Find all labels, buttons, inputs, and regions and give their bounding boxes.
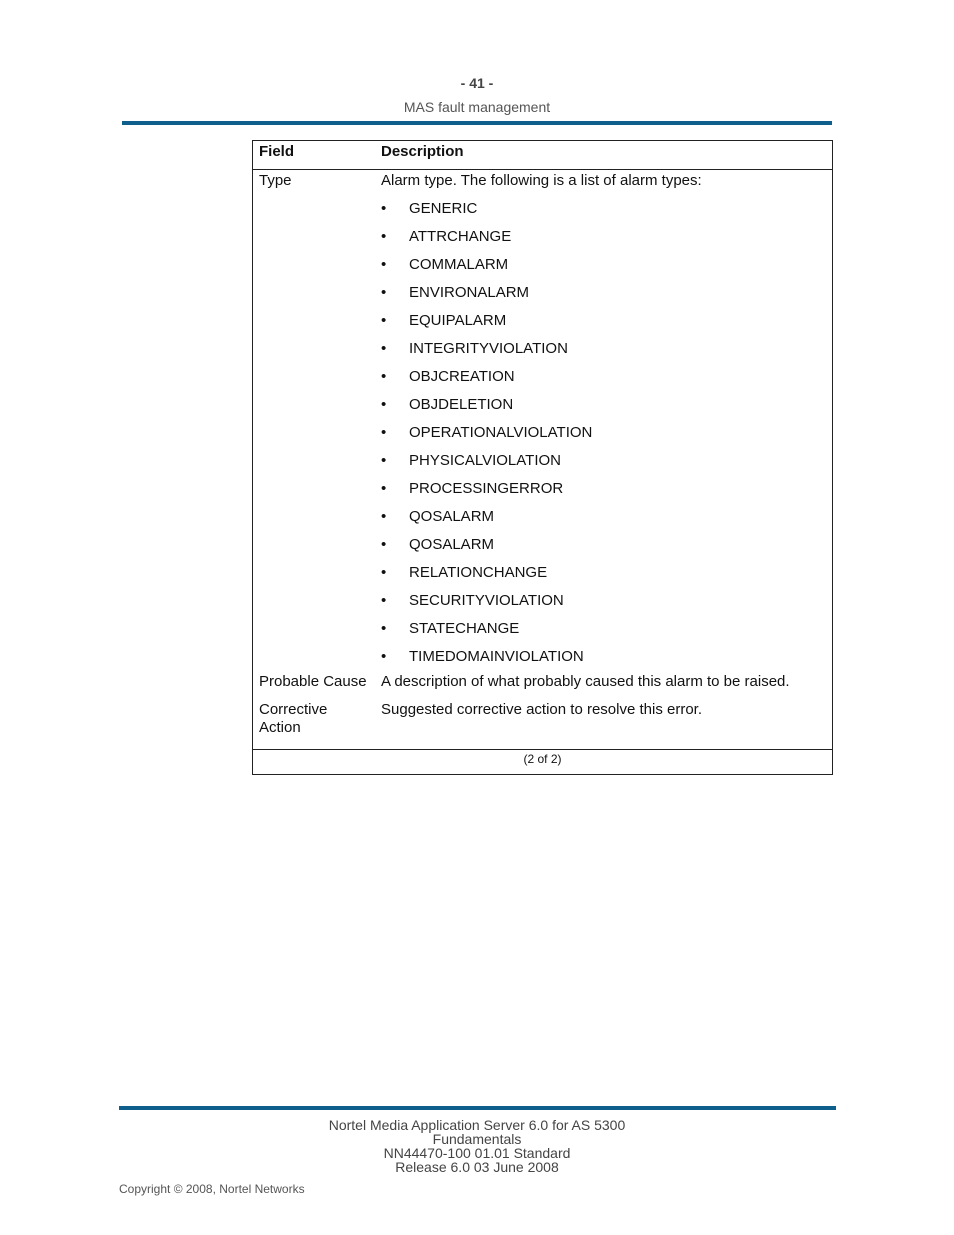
alarm-type-label: EQUIPALARM <box>409 312 507 329</box>
bullet-icon: • <box>381 452 387 469</box>
bullet-icon: • <box>381 620 387 637</box>
header-rule <box>122 121 832 125</box>
list-item <box>381 452 592 480</box>
alarm-type-label: QOSALARM <box>409 536 495 553</box>
list-item <box>381 256 592 284</box>
page-number: - 41 - <box>460 75 494 91</box>
footer-release: Release 6.0 03 June 2008 <box>395 1159 559 1175</box>
list-item <box>381 228 592 256</box>
alarm-type-label: TIMEDOMAINVIOLATION <box>409 648 584 665</box>
list-item <box>381 424 592 452</box>
list-item <box>381 536 592 564</box>
copyright: Copyright © 2008, Nortel Networks <box>119 1182 305 1196</box>
bullet-icon: • <box>381 200 387 217</box>
alarm-type-label: OPERATIONALVIOLATION <box>409 424 593 441</box>
list-item <box>381 200 592 228</box>
list-item <box>381 396 592 424</box>
alarm-type-label: QOSALARM <box>409 508 495 525</box>
footer-rule <box>119 1106 836 1110</box>
footer-doc-title: Fundamentals <box>432 1131 522 1147</box>
bullet-icon: • <box>381 396 387 413</box>
list-item <box>381 312 592 340</box>
bullet-icon: • <box>381 536 387 553</box>
list-item <box>381 620 592 648</box>
alarm-type-label: INTEGRITYVIOLATION <box>409 340 568 357</box>
alarm-type-label: OBJDELETION <box>409 396 514 413</box>
bullet-icon: • <box>381 648 387 665</box>
fault-field-table <box>252 140 833 775</box>
bullet-icon: • <box>381 284 387 301</box>
description-cell: A description of what probably caused this alarm to be raised. <box>381 673 790 690</box>
alarm-type-list <box>381 200 592 676</box>
table-row-type <box>253 170 832 670</box>
field-cell: Probable Cause <box>259 673 367 690</box>
bullet-icon: • <box>381 256 387 273</box>
footer-doc-number: NN44470-100 01.01 Standard <box>383 1145 571 1161</box>
field-cell-line: Action <box>259 719 301 736</box>
bullet-icon: • <box>381 508 387 525</box>
bullet-icon: • <box>381 340 387 357</box>
description-cell: Alarm type. The following is a list of alarm types: <box>381 172 702 189</box>
description-cell: Suggested corrective action to resolve this error. <box>381 701 702 718</box>
bullet-icon: • <box>381 592 387 609</box>
alarm-type-label: SECURITYVIOLATION <box>409 592 564 609</box>
bullet-icon: • <box>381 480 387 497</box>
list-item <box>381 592 592 620</box>
list-item <box>381 480 592 508</box>
bullet-icon: • <box>381 228 387 245</box>
alarm-type-label: ENVIRONALARM <box>409 284 530 301</box>
list-item <box>381 508 592 536</box>
alarm-type-label: ATTRCHANGE <box>409 228 512 245</box>
footer-product: Nortel Media Application Server 6.0 for AS 5300 <box>328 1117 626 1133</box>
list-item <box>381 340 592 368</box>
list-item <box>381 564 592 592</box>
alarm-type-label: STATECHANGE <box>409 620 520 637</box>
alarm-type-label: PROCESSINGERROR <box>409 480 564 497</box>
bullet-icon: • <box>381 564 387 581</box>
column-header-field: Field <box>259 143 295 160</box>
table-header-row <box>253 141 832 170</box>
column-header-description: Description <box>381 143 464 160</box>
list-item <box>381 368 592 396</box>
section-title: MAS fault management <box>403 99 551 115</box>
table-continuation: (2 of 2) <box>523 752 562 766</box>
field-cell <box>259 701 327 737</box>
bullet-icon: • <box>381 424 387 441</box>
table-row-corrective-action <box>253 698 832 750</box>
field-cell: Type <box>259 172 292 189</box>
alarm-type-label: COMMALARM <box>409 256 509 273</box>
alarm-type-label: OBJCREATION <box>409 368 515 385</box>
field-cell-line: Corrective <box>259 701 328 718</box>
alarm-type-label: PHYSICALVIOLATION <box>409 452 561 469</box>
list-item <box>381 284 592 312</box>
table-row-probable-cause <box>253 670 832 698</box>
alarm-type-label: RELATIONCHANGE <box>409 564 548 581</box>
bullet-icon: • <box>381 368 387 385</box>
bullet-icon: • <box>381 312 387 329</box>
alarm-type-label: GENERIC <box>409 200 478 217</box>
